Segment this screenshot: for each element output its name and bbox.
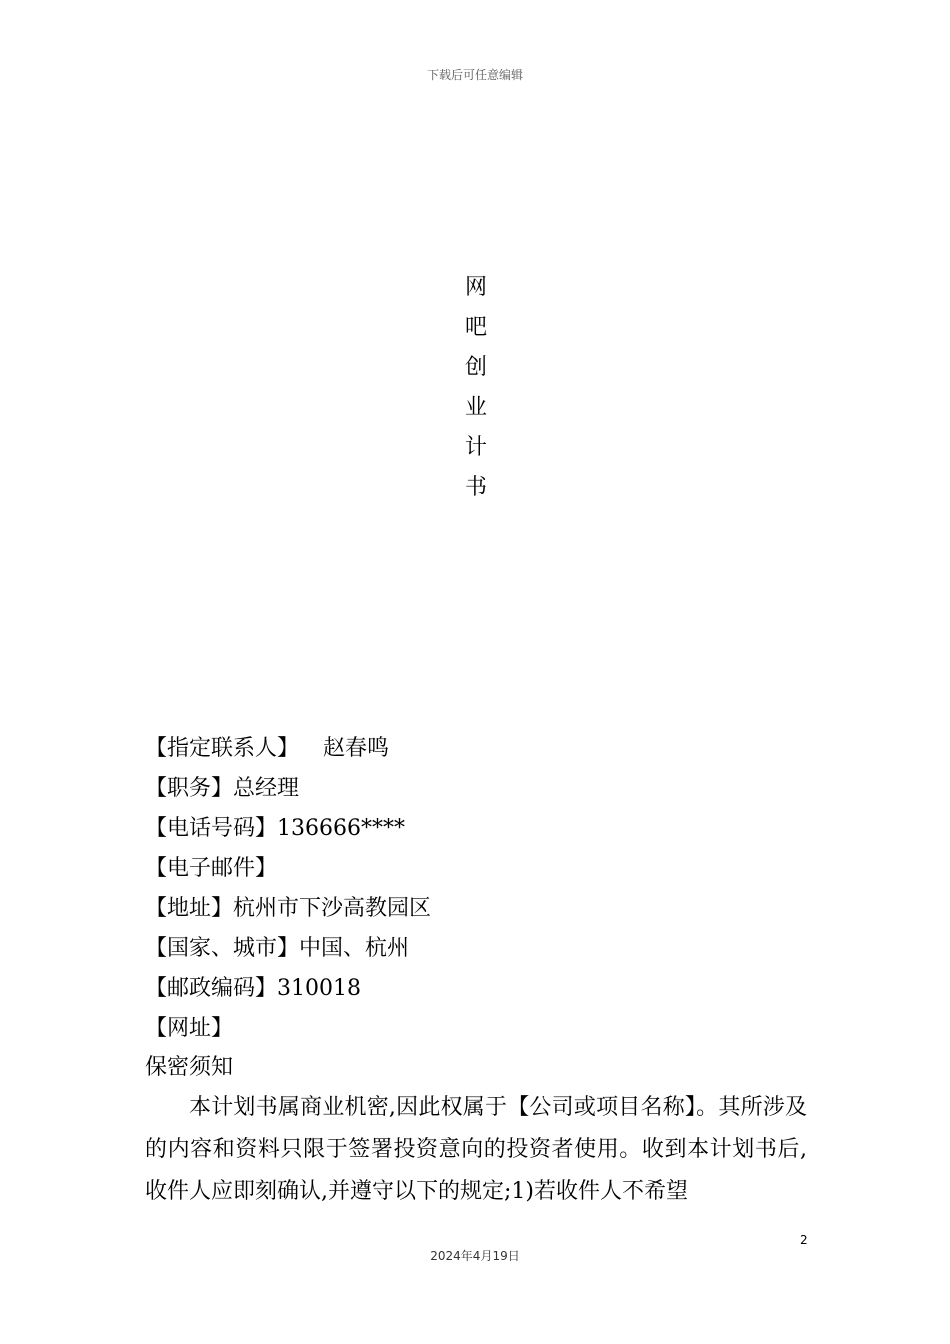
address-row [145, 889, 825, 929]
page-number: 2 [800, 1233, 808, 1247]
country-city-row [145, 929, 825, 969]
postcode-row [145, 969, 825, 1009]
website-row [145, 1009, 825, 1049]
title-char: 书 [464, 475, 487, 500]
page-header: 下载后可任意编辑 [426, 68, 523, 82]
document-title [461, 268, 491, 508]
confidentiality-heading: 保密须知 [145, 1055, 234, 1080]
contact-person-label: 【指定联系人】 [145, 736, 300, 761]
title-char: 创 [464, 355, 487, 380]
email-row [145, 849, 825, 889]
phone-label: 【电话号码】 [145, 816, 278, 841]
phone-value: 136666**** [277, 816, 405, 841]
position-value: 总经理 [233, 776, 300, 801]
email-label: 【电子邮件】 [145, 856, 278, 881]
country-city-label: 【国家、城市】 [145, 936, 300, 961]
title-char: 业 [464, 395, 487, 420]
position-label: 【职务】 [145, 776, 234, 801]
postcode-label: 【邮政编码】 [145, 976, 278, 1001]
position-row [145, 769, 825, 809]
contact-info [145, 729, 825, 1213]
phone-row [145, 809, 825, 849]
confidentiality-paragraph: 本计划书属商业机密,因此权属于【公司或项目名称】。其所涉及的内容和资料只限于签署投资意向的投资者使用。收到本计划书后,收件人应即刻确认,并遵守以下的规定;1)若收件人不希望 [145, 1095, 807, 1204]
website-label: 【网址】 [145, 1016, 234, 1041]
page-footer-date: 2024年4月19日 [430, 1249, 520, 1263]
postcode-value: 310018 [277, 976, 361, 1001]
address-label: 【地址】 [145, 896, 234, 921]
title-char: 吧 [464, 315, 487, 340]
title-char: 计 [464, 435, 487, 460]
contact-person-value: 赵春鸣 [323, 736, 390, 761]
address-value: 杭州市下沙高教园区 [233, 896, 432, 921]
country-city-value: 中国、杭州 [299, 936, 410, 961]
contact-person-row [145, 729, 825, 769]
title-char: 网 [464, 275, 487, 300]
